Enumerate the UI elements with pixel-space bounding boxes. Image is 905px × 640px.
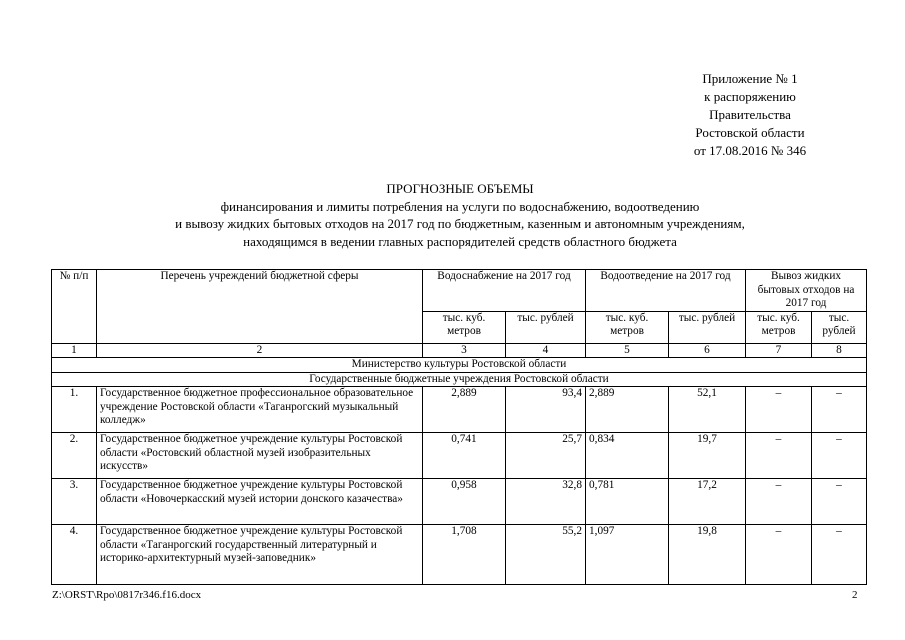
title-heading: ПРОГНОЗНЫЕ ОБЪЕМЫ [386,181,534,196]
header-num: № п/п [52,270,97,344]
header-waste: Вывоз жидких бытовых отходов на 2017 год [746,270,867,312]
subheader-rubles: тыс. рублей [506,311,586,343]
section-group: Государственные бюджетные учреждения Ростовской области [52,372,867,387]
title-line: финансирования и лимиты потребления на услуги по водоснабжению, водоотведению [220,198,700,214]
column-number: 8 [812,343,867,358]
column-number: 7 [746,343,812,358]
row-drain-rubles: 17,2 [669,479,746,525]
row-waste-rubles: – [812,433,867,479]
limits-table [51,269,867,585]
row-drain-volume: 0,781 [586,479,669,525]
row-waste-rubles: – [812,479,867,525]
row-water-rubles: 25,7 [506,433,586,479]
row-water-rubles: 32,8 [506,479,586,525]
row-waste-volume: – [746,387,812,433]
appendix-line: от 17.08.2016 № 346 [693,143,807,158]
row-water-rubles: 93,4 [506,387,586,433]
row-waste-volume: – [746,525,812,585]
column-number: 6 [669,343,746,358]
subheader-volume: тыс. куб. метров [746,311,812,343]
page-number: 2 [852,589,858,601]
appendix-block [640,70,860,160]
row-waste-volume: – [746,433,812,479]
document-title [60,180,860,250]
appendix-line: к распоряжению [704,89,796,104]
subheader-volume: тыс. куб. метров [586,311,669,343]
subheader-rubles: тыс. рублей [812,311,867,343]
row-num: 4. [52,525,97,585]
row-drain-rubles: 19,7 [669,433,746,479]
table-row [52,433,867,479]
row-drain-volume: 2,889 [586,387,669,433]
row-water-volume: 2,889 [423,387,506,433]
row-name: Государственное бюджетное учреждение культуры Ростовской области «Таганрогский государственный литературный и историко-архитектурный музей-заповедник» [97,525,423,585]
header-row [52,270,867,312]
row-num: 1. [52,387,97,433]
section-row [52,358,867,373]
row-drain-rubles: 52,1 [669,387,746,433]
appendix-line: Ростовской области [695,125,805,140]
row-drain-volume: 0,834 [586,433,669,479]
row-name: Государственное бюджетное учреждение культуры Ростовской области «Новочеркасский музей истории донского казачества» [97,479,423,525]
section-ministry: Министерство культуры Ростовской области [52,358,867,373]
column-number: 5 [586,343,669,358]
row-waste-volume: – [746,479,812,525]
column-number: 3 [423,343,506,358]
header-drain: Водоотведение на 2017 год [586,270,746,312]
header-list: Перечень учреждений бюджетной сферы [97,270,423,344]
appendix-line: Правительства [709,107,791,122]
row-water-volume: 0,958 [423,479,506,525]
title-line: и вывозу жидких бытовых отходов на 2017 год по бюджетным, казенным и автономным учреждениям, [175,216,745,231]
table-row [52,525,867,585]
column-number: 1 [52,343,97,358]
header-water: Водоснабжение на 2017 год [423,270,586,312]
row-num: 3. [52,479,97,525]
column-number-row [52,343,867,358]
row-water-volume: 0,741 [423,433,506,479]
row-water-volume: 1,708 [423,525,506,585]
appendix-line: Приложение № 1 [702,71,798,86]
row-name: Государственное бюджетное профессиональное образовательное учреждение Ростовской области «Таганрогский музыкальный колледж» [97,387,423,433]
file-path: Z:\ORST\Rpo\0817r346.f16.docx [52,589,202,601]
row-waste-rubles: – [812,387,867,433]
column-number: 2 [97,343,423,358]
table-row [52,479,867,525]
subheader-rubles: тыс. рублей [669,311,746,343]
row-name: Государственное бюджетное учреждение культуры Ростовской области «Ростовский областной музей изобразительных искусств» [97,433,423,479]
row-water-rubles: 55,2 [506,525,586,585]
row-drain-volume: 1,097 [586,525,669,585]
section-row [52,372,867,387]
row-drain-rubles: 19,8 [669,525,746,585]
table-row [52,387,867,433]
title-line: находящимся в ведении главных распорядителей средств областного бюджета [243,233,677,249]
row-num: 2. [52,433,97,479]
subheader-volume: тыс. куб. метров [423,311,506,343]
column-number: 4 [506,343,586,358]
row-waste-rubles: – [812,525,867,585]
